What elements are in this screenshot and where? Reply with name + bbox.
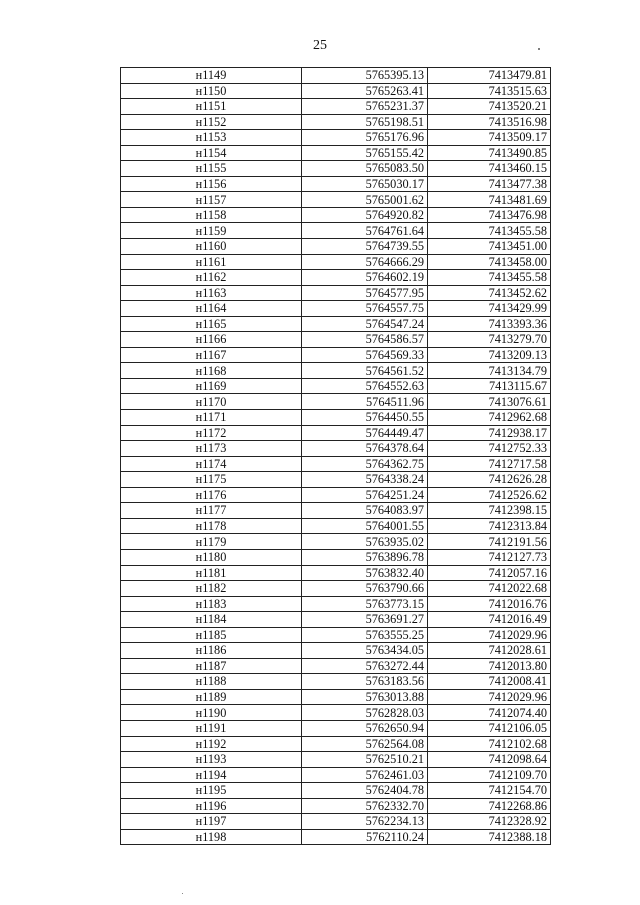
table-row: [121, 223, 551, 239]
x-coordinate-cell: 5764378.64: [302, 441, 428, 457]
table-row: [121, 487, 551, 503]
y-coordinate-cell: 7413460.15: [428, 161, 551, 177]
table-row: [121, 301, 551, 317]
y-coordinate-cell: 7412109.70: [428, 767, 551, 783]
y-coordinate-cell: 7413479.81: [428, 68, 551, 84]
point-cell: н1164: [121, 301, 302, 317]
point-cell: н1168: [121, 363, 302, 379]
table-row: [121, 503, 551, 519]
y-coordinate-cell: 7413076.61: [428, 394, 551, 410]
x-coordinate-cell: 5763183.56: [302, 674, 428, 690]
table-row: [121, 720, 551, 736]
y-coordinate-cell: 7412717.58: [428, 456, 551, 472]
point-cell: н1161: [121, 254, 302, 270]
table-row: [121, 643, 551, 659]
y-coordinate-cell: 7412268.86: [428, 798, 551, 814]
point-cell: н1184: [121, 612, 302, 628]
x-coordinate-cell: 5763896.78: [302, 549, 428, 565]
x-coordinate-cell: 5763790.66: [302, 581, 428, 597]
x-coordinate-cell: 5763013.88: [302, 689, 428, 705]
point-cell: н1153: [121, 130, 302, 146]
point-cell: н1181: [121, 565, 302, 581]
y-coordinate-cell: 7412013.80: [428, 658, 551, 674]
x-coordinate-cell: 5764083.97: [302, 503, 428, 519]
y-coordinate-cell: 7412313.84: [428, 518, 551, 534]
y-coordinate-cell: 7412106.05: [428, 720, 551, 736]
y-coordinate-cell: 7413115.67: [428, 378, 551, 394]
x-coordinate-cell: 5765231.37: [302, 99, 428, 115]
x-coordinate-cell: 5764547.24: [302, 316, 428, 332]
x-coordinate-cell: 5764602.19: [302, 270, 428, 286]
x-coordinate-cell: 5763555.25: [302, 627, 428, 643]
point-cell: н1159: [121, 223, 302, 239]
x-coordinate-cell: 5764552.63: [302, 378, 428, 394]
x-coordinate-cell: 5765198.51: [302, 114, 428, 130]
coordinates-table-body: [121, 68, 551, 845]
point-cell: н1176: [121, 487, 302, 503]
point-cell: н1150: [121, 83, 302, 99]
y-coordinate-cell: 7412154.70: [428, 783, 551, 799]
point-cell: н1151: [121, 99, 302, 115]
x-coordinate-cell: 5764586.57: [302, 332, 428, 348]
point-cell: н1167: [121, 347, 302, 363]
point-cell: н1175: [121, 472, 302, 488]
y-coordinate-cell: 7412016.49: [428, 612, 551, 628]
x-coordinate-cell: 5763832.40: [302, 565, 428, 581]
x-coordinate-cell: 5764251.24: [302, 487, 428, 503]
table-row: [121, 534, 551, 550]
x-coordinate-cell: 5765263.41: [302, 83, 428, 99]
y-coordinate-cell: 7413516.98: [428, 114, 551, 130]
y-coordinate-cell: 7412626.28: [428, 472, 551, 488]
y-coordinate-cell: 7412127.73: [428, 549, 551, 565]
table-row: [121, 363, 551, 379]
x-coordinate-cell: 5763434.05: [302, 643, 428, 659]
x-coordinate-cell: 5765176.96: [302, 130, 428, 146]
table-row: [121, 627, 551, 643]
table-row: [121, 161, 551, 177]
table-row: [121, 285, 551, 301]
table-row: [121, 441, 551, 457]
y-coordinate-cell: 7412191.56: [428, 534, 551, 550]
table-row: [121, 378, 551, 394]
point-cell: н1170: [121, 394, 302, 410]
x-coordinate-cell: 5764511.96: [302, 394, 428, 410]
y-coordinate-cell: 7413429.99: [428, 301, 551, 317]
x-coordinate-cell: 5764739.55: [302, 239, 428, 255]
table-row: [121, 581, 551, 597]
point-cell: н1189: [121, 689, 302, 705]
table-row: [121, 270, 551, 286]
table-row: [121, 316, 551, 332]
table-row: [121, 798, 551, 814]
x-coordinate-cell: 5765001.62: [302, 192, 428, 208]
point-cell: н1197: [121, 814, 302, 830]
point-cell: н1156: [121, 176, 302, 192]
table-row: [121, 114, 551, 130]
scan-speck: [538, 48, 540, 50]
table-row: [121, 674, 551, 690]
table-row: [121, 689, 551, 705]
point-cell: н1192: [121, 736, 302, 752]
x-coordinate-cell: 5764449.47: [302, 425, 428, 441]
x-coordinate-cell: 5762650.94: [302, 720, 428, 736]
x-coordinate-cell: 5764557.75: [302, 301, 428, 317]
coordinates-table: [120, 67, 551, 845]
y-coordinate-cell: 7412526.62: [428, 487, 551, 503]
y-coordinate-cell: 7413458.00: [428, 254, 551, 270]
point-cell: н1188: [121, 674, 302, 690]
y-coordinate-cell: 7412752.33: [428, 441, 551, 457]
y-coordinate-cell: 7412962.68: [428, 410, 551, 426]
table-row: [121, 829, 551, 845]
table-row: [121, 207, 551, 223]
x-coordinate-cell: 5764362.75: [302, 456, 428, 472]
table-row: [121, 767, 551, 783]
point-cell: н1180: [121, 549, 302, 565]
point-cell: н1183: [121, 596, 302, 612]
table-row: [121, 814, 551, 830]
x-coordinate-cell: 5762510.21: [302, 752, 428, 768]
table-row: [121, 596, 551, 612]
y-coordinate-cell: 7413515.63: [428, 83, 551, 99]
y-coordinate-cell: 7413520.21: [428, 99, 551, 115]
x-coordinate-cell: 5763691.27: [302, 612, 428, 628]
x-coordinate-cell: 5765155.42: [302, 145, 428, 161]
point-cell: н1157: [121, 192, 302, 208]
point-cell: н1171: [121, 410, 302, 426]
table-row: [121, 705, 551, 721]
y-coordinate-cell: 7413209.13: [428, 347, 551, 363]
y-coordinate-cell: 7412029.96: [428, 689, 551, 705]
x-coordinate-cell: 5763272.44: [302, 658, 428, 674]
x-coordinate-cell: 5764450.55: [302, 410, 428, 426]
x-coordinate-cell: 5764577.95: [302, 285, 428, 301]
point-cell: н1154: [121, 145, 302, 161]
y-coordinate-cell: 7412328.92: [428, 814, 551, 830]
table-row: [121, 752, 551, 768]
table-row: [121, 612, 551, 628]
table-row: [121, 783, 551, 799]
y-coordinate-cell: 7413490.85: [428, 145, 551, 161]
point-cell: н1149: [121, 68, 302, 84]
y-coordinate-cell: 7413509.17: [428, 130, 551, 146]
point-cell: н1173: [121, 441, 302, 457]
x-coordinate-cell: 5763773.15: [302, 596, 428, 612]
table-row: [121, 130, 551, 146]
y-coordinate-cell: 7413279.70: [428, 332, 551, 348]
y-coordinate-cell: 7413451.00: [428, 239, 551, 255]
point-cell: н1185: [121, 627, 302, 643]
y-coordinate-cell: 7413476.98: [428, 207, 551, 223]
point-cell: н1187: [121, 658, 302, 674]
x-coordinate-cell: 5764569.33: [302, 347, 428, 363]
table-row: [121, 658, 551, 674]
point-cell: н1160: [121, 239, 302, 255]
y-coordinate-cell: 7412098.64: [428, 752, 551, 768]
point-cell: н1152: [121, 114, 302, 130]
y-coordinate-cell: 7412022.68: [428, 581, 551, 597]
point-cell: н1163: [121, 285, 302, 301]
table-row: [121, 736, 551, 752]
point-cell: н1165: [121, 316, 302, 332]
point-cell: н1155: [121, 161, 302, 177]
x-coordinate-cell: 5763935.02: [302, 534, 428, 550]
point-cell: н1193: [121, 752, 302, 768]
x-coordinate-cell: 5764561.52: [302, 363, 428, 379]
x-coordinate-cell: 5762234.13: [302, 814, 428, 830]
table-row: [121, 145, 551, 161]
coordinates-table-container: [120, 67, 551, 845]
point-cell: н1169: [121, 378, 302, 394]
y-coordinate-cell: 7413481.69: [428, 192, 551, 208]
point-cell: н1194: [121, 767, 302, 783]
table-row: [121, 394, 551, 410]
y-coordinate-cell: 7413455.58: [428, 223, 551, 239]
table-row: [121, 83, 551, 99]
table-row: [121, 518, 551, 534]
scan-speck: [182, 893, 183, 894]
table-row: [121, 549, 551, 565]
x-coordinate-cell: 5762332.70: [302, 798, 428, 814]
table-row: [121, 68, 551, 84]
point-cell: н1179: [121, 534, 302, 550]
point-cell: н1190: [121, 705, 302, 721]
y-coordinate-cell: 7412938.17: [428, 425, 551, 441]
y-coordinate-cell: 7412029.96: [428, 627, 551, 643]
point-cell: н1196: [121, 798, 302, 814]
y-coordinate-cell: 7412057.16: [428, 565, 551, 581]
point-cell: н1195: [121, 783, 302, 799]
y-coordinate-cell: 7413452.62: [428, 285, 551, 301]
x-coordinate-cell: 5764338.24: [302, 472, 428, 488]
table-row: [121, 239, 551, 255]
point-cell: н1158: [121, 207, 302, 223]
x-coordinate-cell: 5764920.82: [302, 207, 428, 223]
table-row: [121, 254, 551, 270]
x-coordinate-cell: 5765083.50: [302, 161, 428, 177]
point-cell: н1172: [121, 425, 302, 441]
point-cell: н1191: [121, 720, 302, 736]
x-coordinate-cell: 5762404.78: [302, 783, 428, 799]
y-coordinate-cell: 7412008.41: [428, 674, 551, 690]
point-cell: н1178: [121, 518, 302, 534]
point-cell: н1182: [121, 581, 302, 597]
table-row: [121, 99, 551, 115]
table-row: [121, 192, 551, 208]
table-row: [121, 332, 551, 348]
y-coordinate-cell: 7413477.38: [428, 176, 551, 192]
y-coordinate-cell: 7413455.58: [428, 270, 551, 286]
x-coordinate-cell: 5762461.03: [302, 767, 428, 783]
point-cell: н1198: [121, 829, 302, 845]
y-coordinate-cell: 7412028.61: [428, 643, 551, 659]
y-coordinate-cell: 7412398.15: [428, 503, 551, 519]
table-row: [121, 472, 551, 488]
y-coordinate-cell: 7412102.68: [428, 736, 551, 752]
x-coordinate-cell: 5764761.64: [302, 223, 428, 239]
x-coordinate-cell: 5762564.08: [302, 736, 428, 752]
y-coordinate-cell: 7413134.79: [428, 363, 551, 379]
x-coordinate-cell: 5764001.55: [302, 518, 428, 534]
point-cell: н1162: [121, 270, 302, 286]
x-coordinate-cell: 5764666.29: [302, 254, 428, 270]
x-coordinate-cell: 5765030.17: [302, 176, 428, 192]
table-row: [121, 347, 551, 363]
point-cell: н1166: [121, 332, 302, 348]
table-row: [121, 176, 551, 192]
table-row: [121, 456, 551, 472]
point-cell: н1186: [121, 643, 302, 659]
table-row: [121, 565, 551, 581]
y-coordinate-cell: 7413393.36: [428, 316, 551, 332]
x-coordinate-cell: 5762828.03: [302, 705, 428, 721]
point-cell: н1177: [121, 503, 302, 519]
y-coordinate-cell: 7412388.18: [428, 829, 551, 845]
y-coordinate-cell: 7412074.40: [428, 705, 551, 721]
x-coordinate-cell: 5765395.13: [302, 68, 428, 84]
point-cell: н1174: [121, 456, 302, 472]
page-number: 25: [313, 38, 327, 53]
table-row: [121, 410, 551, 426]
x-coordinate-cell: 5762110.24: [302, 829, 428, 845]
table-row: [121, 425, 551, 441]
y-coordinate-cell: 7412016.76: [428, 596, 551, 612]
